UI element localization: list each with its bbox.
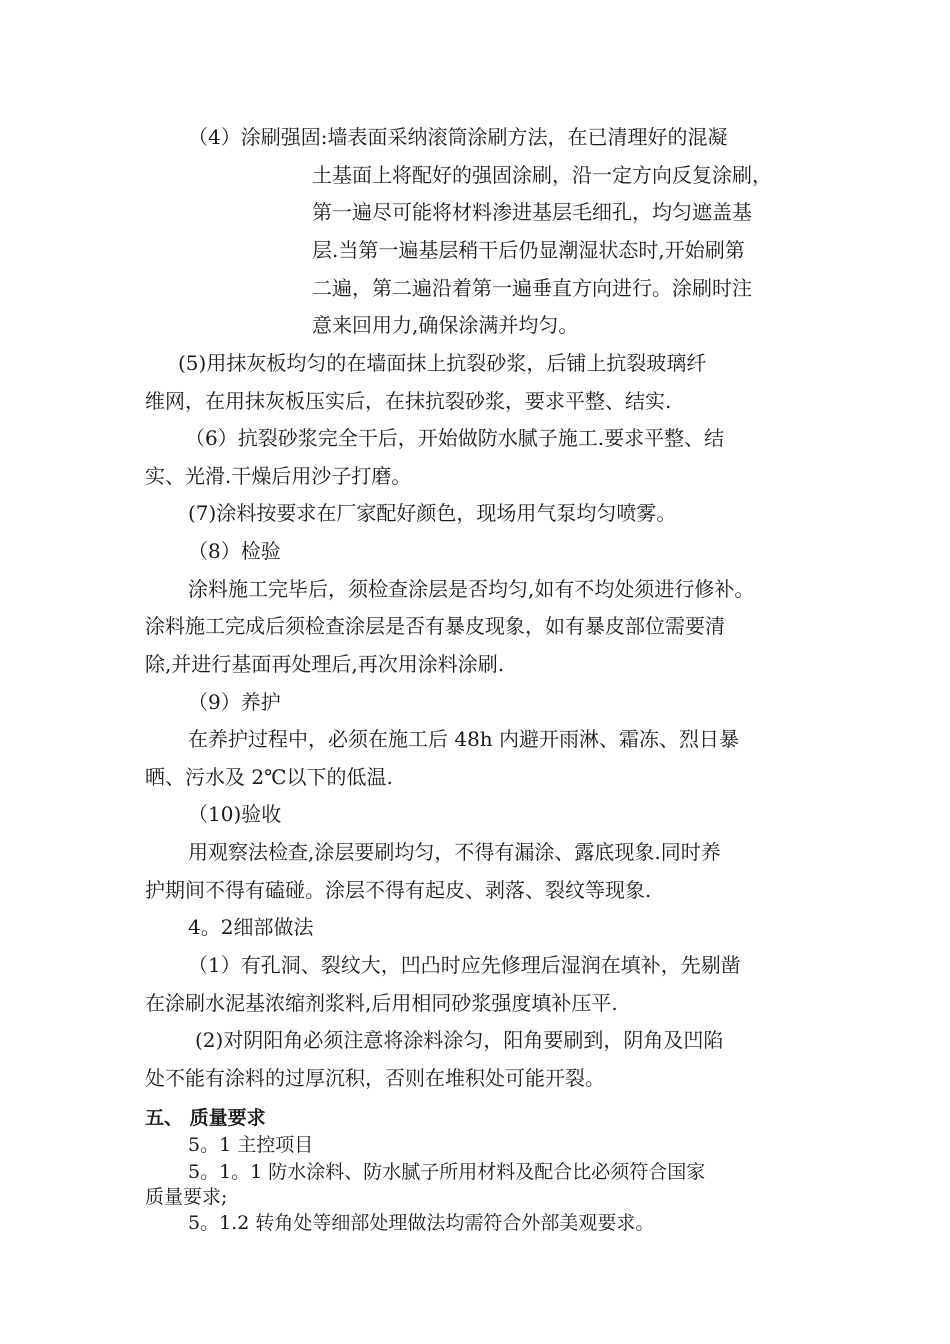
step10-title: （10)验收 [188,802,282,826]
step4-line3: 第一遍尽可能将材料渗进基层毛细孔，均匀遮盖基 [312,200,752,224]
step4-line2: 土基面上将配好的强固涂刷，沿一定方向反复涂刷， [312,163,772,187]
step8-line1: 涂料施工完毕后，须检查涂层是否均匀,如有不均处须进行修补。 [188,577,755,601]
step4-line5: 二遍，第二遍沿着第一遍垂直方向进行。涂刷时注 [312,276,752,300]
step5-line2: 维网，在用抹灰板压实后，在抹抗裂砂浆，要求平整、结实. [145,389,672,413]
step8-line3: 除,并进行基面再处理后,再次用涂料涂刷. [145,652,505,676]
step7-line1: (7)涂料按要求在厂家配好颜色，现场用气泵均匀喷雾。 [188,501,677,525]
step8-title: （8）检验 [188,539,281,563]
section5-sub1: 5。1 主控项目 [188,1134,314,1156]
section42-item1-line1: （1）有孔洞、裂纹大，凹凸时应先修理后湿润在填补，先剔凿 [188,953,741,977]
section5-sub11-line2: 质量要求; [145,1186,228,1208]
step9-title: （9）养护 [188,690,281,714]
section42-title: 4。2细部做法 [188,915,314,939]
section5-sub11-line1: 5。1。1 防水涂料、防水腻子所用材料及配合比必须符合国家 [188,1161,706,1183]
section5-sub12: 5。1.2 转角处等细部处理做法均需符合外部美观要求。 [188,1212,655,1234]
section42-item2-line2: 处不能有涂料的过厚沉积，否则在堆积处可能开裂。 [145,1066,605,1090]
step6-line2: 实、光滑.干燥后用沙子打磨。 [145,464,412,488]
step8-line2: 涂料施工完成后须检查涂层是否有暴皮现象，如有暴皮部位需要清 [145,614,725,638]
step10-line1: 用观察法检查,涂层要刷均匀，不得有漏涂、露底现象.同时养 [188,840,721,864]
step4-line6: 意来回用力,确保涂满并均匀。 [312,313,579,337]
step4-line1: （4）涂刷强固:墙表面采纳滚筒涂刷方法，在已清理好的混凝 [188,125,728,149]
section42-item1-line2: 在涂刷水泥基浓缩剂浆料,后用相同砂浆强度填补压平. [145,991,618,1015]
step6-line1: （6）抗裂砂浆完全干后，开始做防水腻子施工.要求平整、结 [185,426,725,450]
section5-heading: 五、 质量要求 [145,1107,266,1129]
step9-line1: 在养护过程中，必须在施工后 48h 内避开雨淋、霜冻、烈日暴 [188,727,740,751]
section42-item2-line1: (2)对阴阳角必须注意将涂料涂匀，阳角要刷到，阴角及凹陷 [195,1028,724,1052]
step10-line2: 护期间不得有磕碰。涂层不得有起皮、剥落、裂纹等现象. [145,878,652,902]
step4-line4: 层.当第一遍基层稍干后仍显潮湿状态时,开始刷第 [312,238,745,262]
step5-line1: (5)用抹灰板均匀的在墙面抹上抗裂砂浆，后铺上抗裂玻璃纤 [178,351,707,375]
step9-line2: 晒、污水及 2℃以下的低温. [145,765,393,789]
